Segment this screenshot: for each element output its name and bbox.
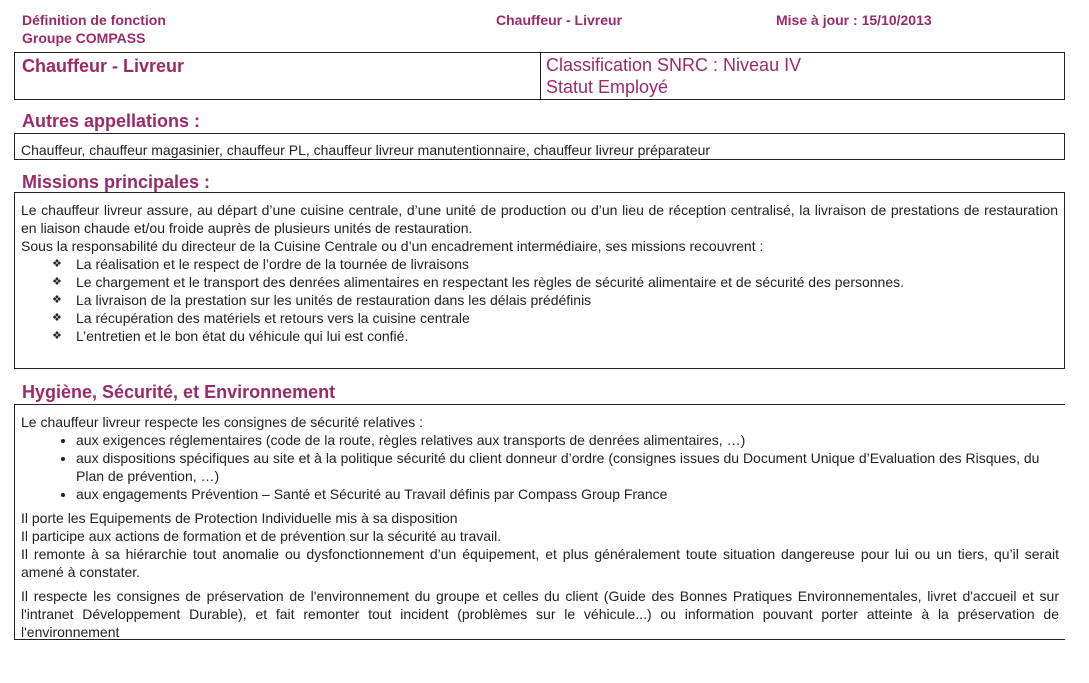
- missions-heading: Missions principales :: [22, 172, 211, 192]
- job-title: Chauffeur - Livreur: [15, 53, 541, 99]
- hse-remonte: Il remonte à sa hiérarchie tout anomalie ou dysfonctionnement d’un équipement, et plus généralement toute situation dangereuse pour lui ou un tiers, qu’il serait amené à constater.: [21, 546, 1059, 580]
- hse-intro: Le chauffeur livreur respecte les consignes de sécurité relatives :: [21, 414, 424, 430]
- classification-level: Classification SNRC : Niveau IV: [546, 55, 802, 75]
- hse-heading: Hygiène, Sécurité, et Environnement: [22, 382, 336, 402]
- hse-item: • aux engagements Prévention – Santé et Sécurité au Travail définis par Compass Group France: [76, 485, 1059, 503]
- header-job: Chauffeur - Livreur: [496, 12, 623, 28]
- header-left: [22, 11, 166, 47]
- missions-intro2: Sous la responsabilité du directeur de la Cuisine Centrale ou d’un encadrement intermédiaire, ses missions recouvrent :: [21, 238, 764, 254]
- mission-item: ❖ La réalisation et le respect de l’ordre de la tournée de livraisons: [76, 255, 1058, 273]
- hse-item: • aux dispositions spécifiques au site et à la politique sécurité du client donneur d’ordre (consignes issues du Document Unique d’Evaluation des Risques, du Plan de prévention, …): [76, 449, 1059, 485]
- header-update: Mise à jour : 15/10/2013: [776, 12, 932, 28]
- hse-box: [14, 404, 1065, 640]
- hse-epi: Il porte les Equipements de Protection Individuelle mis à sa disposition: [21, 510, 458, 526]
- employee-status: Statut Employé: [546, 77, 669, 97]
- mission-item: ❖ La récupération des matériels et retours vers la cuisine centrale: [76, 309, 1058, 327]
- classification: [541, 53, 806, 99]
- autres-heading: Autres appellations :: [22, 111, 201, 131]
- hse-environnement: Il respecte les consignes de préservation de l'environnement du groupe et celles du client (Guide des Bonnes Pratiques Environnementales, livret d'accueil et sur l'intranet Développement Durable), et fait remonter tout incident (problèmes sur le véhicule...) ou information pouvant porter atteinte à la préservation de l'environnement: [21, 588, 1059, 640]
- mission-item: ❖ La livraison de la prestation sur les unités de restauration dans les délais prédéfinis: [76, 291, 1058, 309]
- missions-box: [14, 192, 1065, 369]
- mission-item: ❖ L’entretien et le bon état du véhicule qui lui est confié.: [76, 327, 1058, 345]
- hse-formation: Il participe aux actions de formation et de prévention sur la sécurité au travail.: [21, 528, 502, 544]
- group-name: Groupe COMPASS: [22, 30, 146, 46]
- missions-intro: Le chauffeur livreur assure, au départ d’une cuisine centrale, d’une unité de production ou d’un lieu de réception centralisé, la livraison de prestations de restauration en liaison chaude et/ou froide auprès de plusieurs unités de restauration.: [21, 202, 1058, 236]
- title-box: [14, 52, 1065, 100]
- doc-type: Définition de fonction: [22, 12, 166, 28]
- autres-text: Chauffeur, chauffeur magasinier, chauffeur PL, chauffeur livreur manutentionnaire, chauffeur livreur préparateur: [14, 133, 1065, 160]
- hse-item: • aux exigences réglementaires (code de la route, règles relatives aux transports de denrées alimentaires, …): [76, 431, 1059, 449]
- mission-item: ❖ Le chargement et le transport des denrées alimentaires en respectant les règles de sécurité alimentaire et de sécurité des personnes.: [76, 273, 1058, 291]
